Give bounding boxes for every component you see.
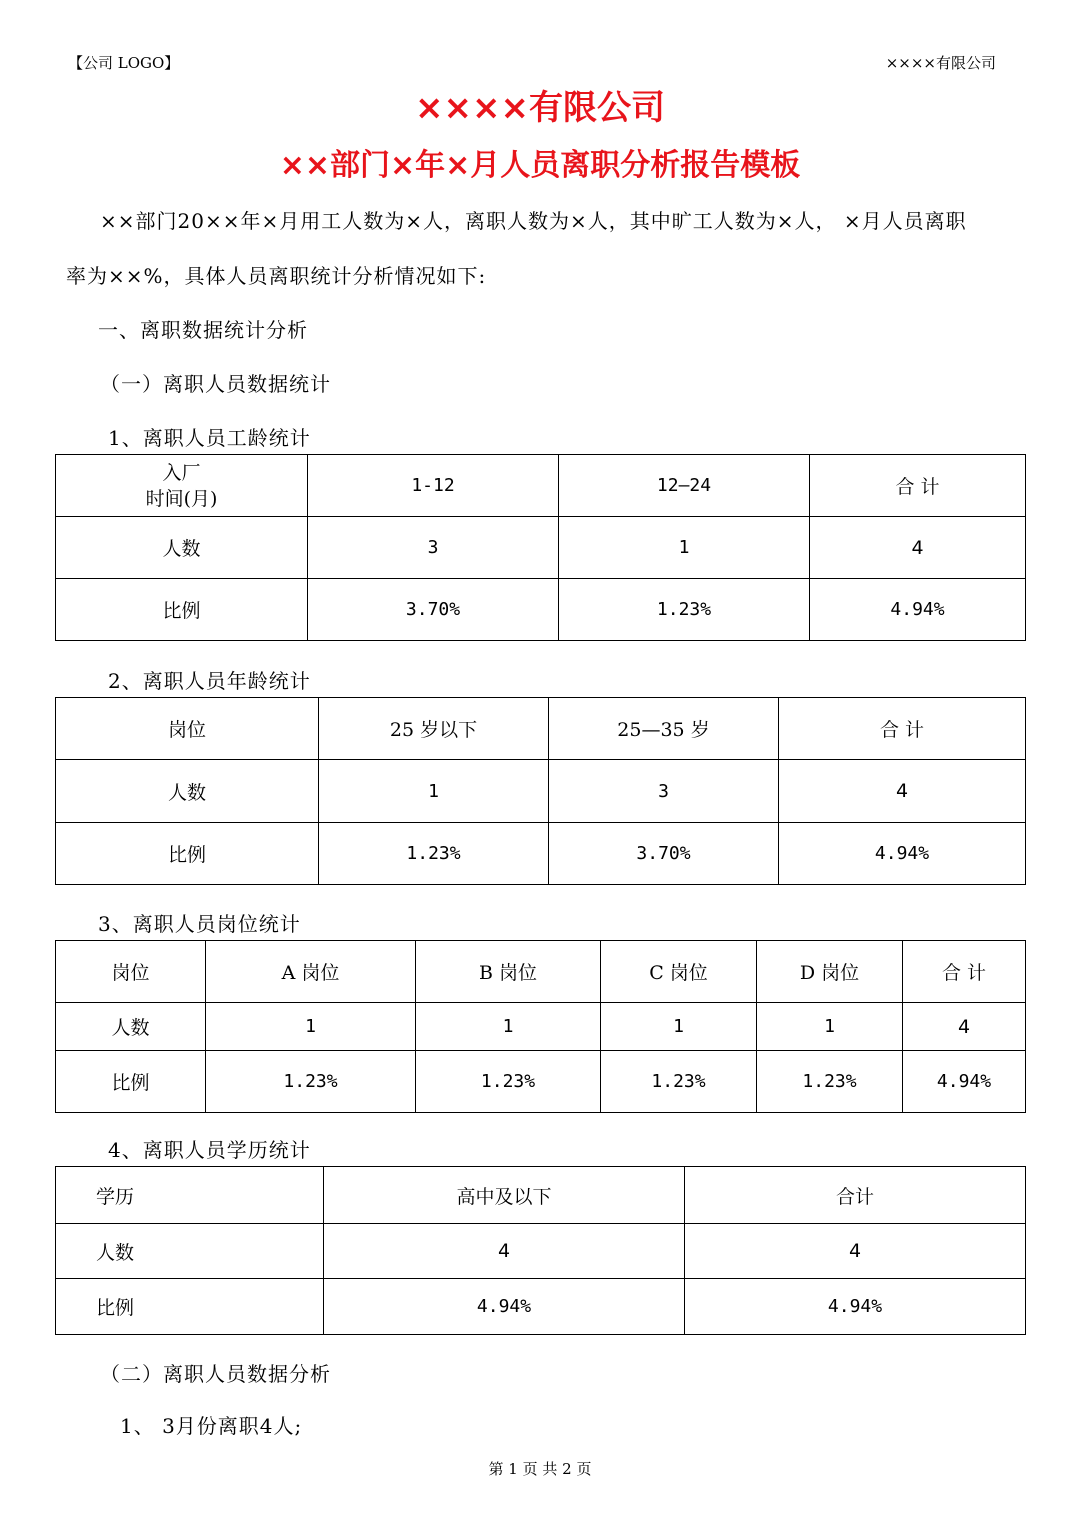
table1-header-cell: 入厂 时间(月) xyxy=(56,455,308,517)
subsection-heading-1: （一）离职人员数据统计 xyxy=(100,372,331,396)
table2-cell: 1.23% xyxy=(319,823,549,885)
table3-row-label: 人数 xyxy=(56,1003,206,1051)
table2-cell: 3.70% xyxy=(549,823,779,885)
position-table xyxy=(55,940,1026,1113)
age-table xyxy=(55,697,1026,885)
document-title: ××××有限公司 xyxy=(415,88,665,128)
table1-header-cell: 12—24 xyxy=(559,455,810,517)
table3-cell: 1 xyxy=(757,1003,903,1051)
header-company-name: ××××有限公司 xyxy=(885,54,996,72)
table3-header-cell: B 岗位 xyxy=(416,941,601,1003)
table3-header-cell: C 岗位 xyxy=(601,941,757,1003)
table1-total-cell: 4.94% xyxy=(810,579,1026,641)
subsection-heading-2: （二）离职人员数据分析 xyxy=(100,1362,331,1386)
document-subtitle: ××部门×年×月人员离职分析报告模板 xyxy=(279,148,801,183)
table2-total-cell: 4 xyxy=(779,760,1026,823)
table1-row-label: 比例 xyxy=(56,579,308,641)
table4-cell: 4.94% xyxy=(324,1279,685,1335)
table2-caption: 2、离职人员年龄统计 xyxy=(108,669,311,693)
table3-cell: 1.23% xyxy=(206,1051,416,1113)
table3-header-cell: A 岗位 xyxy=(206,941,416,1003)
table2-cell: 3 xyxy=(549,760,779,823)
table3-total-cell: 4 xyxy=(903,1003,1026,1051)
table1-cell: 3.70% xyxy=(308,579,559,641)
page-footer: 第 1 页 共 2 页 xyxy=(488,1460,592,1478)
table3-cell: 1.23% xyxy=(757,1051,903,1113)
table3-caption: 3、离职人员岗位统计 xyxy=(98,912,301,936)
table2-header-cell: 25 岁以下 xyxy=(319,698,549,760)
education-table xyxy=(55,1166,1026,1335)
table3-cell: 1 xyxy=(206,1003,416,1051)
table4-cell: 4 xyxy=(324,1224,685,1279)
table4-total-cell: 4 xyxy=(685,1224,1026,1279)
table1-cell: 1.23% xyxy=(559,579,810,641)
table3-total-cell: 4.94% xyxy=(903,1051,1026,1113)
table4-caption: 4、离职人员学历统计 xyxy=(108,1138,311,1162)
table2-total-cell: 4.94% xyxy=(779,823,1026,885)
table4-header-cell: 学历 xyxy=(56,1167,324,1224)
table1-cell: 1 xyxy=(559,517,810,579)
table2-header-cell: 25—35 岁 xyxy=(549,698,779,760)
table3-cell: 1 xyxy=(601,1003,757,1051)
table3-cell: 1 xyxy=(416,1003,601,1051)
table4-total-cell: 4.94% xyxy=(685,1279,1026,1335)
table3-cell: 1.23% xyxy=(416,1051,601,1113)
table1-total-cell: 4 xyxy=(810,517,1026,579)
table1-header-cell: 合 计 xyxy=(810,455,1026,517)
table1-header-cell: 1-12 xyxy=(308,455,559,517)
table2-header-cell: 合 计 xyxy=(779,698,1026,760)
seniority-table xyxy=(55,454,1026,641)
company-logo-placeholder: 【公司 LOGO】 xyxy=(68,54,180,72)
table2-row-label: 人数 xyxy=(56,760,319,823)
table1-cell: 3 xyxy=(308,517,559,579)
table4-row-label: 比例 xyxy=(56,1279,324,1335)
table3-cell: 1.23% xyxy=(601,1051,757,1113)
table3-header-cell: 合 计 xyxy=(903,941,1026,1003)
table4-header-cell: 合计 xyxy=(685,1167,1026,1224)
table1-caption: 1、离职人员工龄统计 xyxy=(108,426,311,450)
table2-cell: 1 xyxy=(319,760,549,823)
analysis-item-1: 1、 3月份离职4人; xyxy=(120,1414,303,1438)
table1-row-label: 人数 xyxy=(56,517,308,579)
table3-row-label: 比例 xyxy=(56,1051,206,1113)
intro-line-1: ××部门20××年×月用工人数为×人，离职人数为×人，其中旷工人数为×人， ×月人员离职 xyxy=(100,209,967,233)
table2-header-cell: 岗位 xyxy=(56,698,319,760)
table3-header-cell: D 岗位 xyxy=(757,941,903,1003)
table4-header-cell: 高中及以下 xyxy=(324,1167,685,1224)
table3-header-cell: 岗位 xyxy=(56,941,206,1003)
table4-row-label: 人数 xyxy=(56,1224,324,1279)
intro-line-2: 率为××%，具体人员离职统计分析情况如下: xyxy=(66,264,487,288)
section-heading-1: 一、离职数据统计分析 xyxy=(98,318,308,342)
table2-row-label: 比例 xyxy=(56,823,319,885)
